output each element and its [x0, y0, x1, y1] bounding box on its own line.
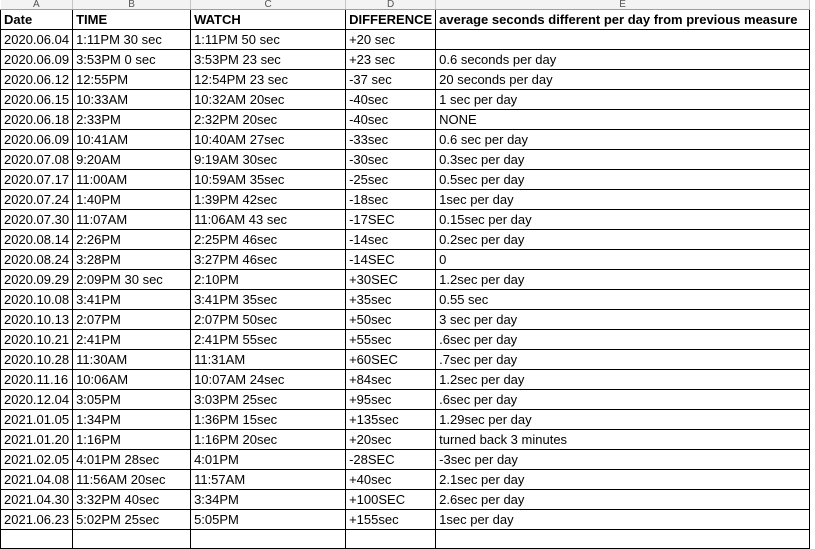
- time-cell[interactable]: 3:53PM 0 sec: [73, 50, 191, 70]
- time-cell[interactable]: 2:33PM: [73, 110, 191, 130]
- average-cell[interactable]: .6sec per day: [436, 330, 810, 350]
- average-cell[interactable]: 0: [436, 250, 810, 270]
- difference-cell[interactable]: +50sec: [346, 310, 436, 330]
- table-row: [1, 410, 810, 430]
- average-cell[interactable]: 1 sec per day: [436, 90, 810, 110]
- watch-cell[interactable]: 2:25PM 46sec: [191, 230, 346, 250]
- date-cell[interactable]: 2021.01.05: [1, 410, 73, 430]
- empty-cell[interactable]: [436, 530, 810, 549]
- table-row: [1, 510, 810, 530]
- watch-cell[interactable]: 4:01PM: [191, 450, 346, 470]
- time-cell[interactable]: 12:55PM: [73, 70, 191, 90]
- table-row: [1, 350, 810, 370]
- average-cell[interactable]: .7sec per day: [436, 350, 810, 370]
- time-cell[interactable]: 2:26PM: [73, 230, 191, 250]
- column-header-e[interactable]: E: [436, 0, 810, 10]
- difference-cell[interactable]: +20sec: [346, 430, 436, 450]
- difference-cell[interactable]: +55sec: [346, 330, 436, 350]
- date-cell[interactable]: 2020.11.16: [1, 370, 73, 390]
- table-row: [1, 110, 810, 130]
- average-cell[interactable]: -3sec per day: [436, 450, 810, 470]
- date-cell[interactable]: 2021.04.30: [1, 490, 73, 510]
- average-cell[interactable]: [436, 30, 810, 50]
- watch-cell[interactable]: 10:40AM 27sec: [191, 130, 346, 150]
- watch-cell[interactable]: 3:41PM 35sec: [191, 290, 346, 310]
- table-row: [1, 450, 810, 470]
- difference-cell[interactable]: -28SEC: [346, 450, 436, 470]
- time-cell[interactable]: 1:11PM 30 sec: [73, 30, 191, 50]
- average-cell[interactable]: 1sec per day: [436, 510, 810, 530]
- table-row: [1, 470, 810, 490]
- watch-cell[interactable]: 5:05PM: [191, 510, 346, 530]
- column-header-a[interactable]: A: [1, 0, 73, 10]
- date-cell[interactable]: 2020.10.13: [1, 310, 73, 330]
- date-cell[interactable]: 2020.09.29: [1, 270, 73, 290]
- table-row: [1, 490, 810, 510]
- difference-cell[interactable]: -33sec: [346, 130, 436, 150]
- empty-cell[interactable]: [73, 530, 191, 549]
- date-cell[interactable]: 2021.01.20: [1, 430, 73, 450]
- time-cell[interactable]: 3:05PM: [73, 390, 191, 410]
- date-cell[interactable]: 2020.10.21: [1, 330, 73, 350]
- average-cell[interactable]: 0.2sec per day: [436, 230, 810, 250]
- time-cell[interactable]: 10:06AM: [73, 370, 191, 390]
- date-cell[interactable]: 2020.06.12: [1, 70, 73, 90]
- header-cell-watch[interactable]: WATCH: [191, 10, 346, 30]
- time-cell[interactable]: 2:09PM 30 sec: [73, 270, 191, 290]
- table-header-row: [1, 10, 810, 30]
- watch-cell[interactable]: 11:31AM: [191, 350, 346, 370]
- table-row: [1, 330, 810, 350]
- table-row: [1, 390, 810, 410]
- difference-cell[interactable]: +84sec: [346, 370, 436, 390]
- watch-cell[interactable]: 1:36PM 15sec: [191, 410, 346, 430]
- difference-cell[interactable]: +135sec: [346, 410, 436, 430]
- average-cell[interactable]: 0.6 seconds per day: [436, 50, 810, 70]
- average-cell[interactable]: NONE: [436, 110, 810, 130]
- date-cell[interactable]: 2021.06.23: [1, 510, 73, 530]
- table-row: [1, 90, 810, 110]
- table-row: [1, 430, 810, 450]
- date-cell[interactable]: 2020.07.30: [1, 210, 73, 230]
- difference-cell[interactable]: +23 sec: [346, 50, 436, 70]
- table-row: [1, 290, 810, 310]
- header-cell-difference[interactable]: DIFFERENCE: [346, 10, 436, 30]
- date-cell[interactable]: 2020.12.04: [1, 390, 73, 410]
- watch-cell[interactable]: 2:32PM 20sec: [191, 110, 346, 130]
- average-cell[interactable]: 2.6sec per day: [436, 490, 810, 510]
- difference-cell[interactable]: -25sec: [346, 170, 436, 190]
- table-row: [1, 210, 810, 230]
- column-header-b[interactable]: B: [73, 0, 191, 10]
- watch-cell[interactable]: 1:16PM 20sec: [191, 430, 346, 450]
- date-cell[interactable]: 2020.07.17: [1, 170, 73, 190]
- column-header-row: [1, 0, 810, 10]
- watch-cell[interactable]: 3:03PM 25sec: [191, 390, 346, 410]
- table-row: [1, 310, 810, 330]
- difference-cell[interactable]: -30sec: [346, 150, 436, 170]
- time-cell[interactable]: 11:00AM: [73, 170, 191, 190]
- average-cell[interactable]: 1.2sec per day: [436, 270, 810, 290]
- header-cell-date[interactable]: Date: [1, 10, 73, 30]
- watch-cell[interactable]: 1:39PM 42sec: [191, 190, 346, 210]
- time-cell[interactable]: 10:33AM: [73, 90, 191, 110]
- table-row: [1, 170, 810, 190]
- column-header-d[interactable]: D: [346, 0, 436, 10]
- table-row: [1, 190, 810, 210]
- difference-cell[interactable]: +60SEC: [346, 350, 436, 370]
- difference-cell[interactable]: -14sec: [346, 230, 436, 250]
- watch-cell[interactable]: 10:07AM 24sec: [191, 370, 346, 390]
- watch-cell[interactable]: 12:54PM 23 sec: [191, 70, 346, 90]
- table-row: [1, 50, 810, 70]
- empty-cell[interactable]: [346, 530, 436, 549]
- date-cell[interactable]: 2020.10.08: [1, 290, 73, 310]
- watch-cell[interactable]: 10:32AM 20sec: [191, 90, 346, 110]
- average-cell[interactable]: 1.29sec per day: [436, 410, 810, 430]
- difference-cell[interactable]: -18sec: [346, 190, 436, 210]
- watch-cell[interactable]: 2:07PM 50sec: [191, 310, 346, 330]
- date-cell[interactable]: 2020.06.09: [1, 130, 73, 150]
- difference-cell[interactable]: -14SEC: [346, 250, 436, 270]
- empty-cell[interactable]: [191, 530, 346, 549]
- time-cell[interactable]: 5:02PM 25sec: [73, 510, 191, 530]
- time-cell[interactable]: 1:34PM: [73, 410, 191, 430]
- difference-cell[interactable]: -37 sec: [346, 70, 436, 90]
- watch-cell[interactable]: 3:34PM: [191, 490, 346, 510]
- average-cell[interactable]: 0.15sec per day: [436, 210, 810, 230]
- time-cell[interactable]: 9:20AM: [73, 150, 191, 170]
- watch-cell[interactable]: 1:11PM 50 sec: [191, 30, 346, 50]
- average-cell[interactable]: 2.1sec per day: [436, 470, 810, 490]
- watch-cell[interactable]: 9:19AM 30sec: [191, 150, 346, 170]
- date-cell[interactable]: 2020.07.24: [1, 190, 73, 210]
- table-row: [1, 250, 810, 270]
- average-cell[interactable]: 0.6 sec per day: [436, 130, 810, 150]
- difference-cell[interactable]: +40sec: [346, 470, 436, 490]
- average-cell[interactable]: 0.55 sec: [436, 290, 810, 310]
- table-row: [1, 130, 810, 150]
- watch-cell[interactable]: 2:41PM 55sec: [191, 330, 346, 350]
- date-cell[interactable]: 2020.10.28: [1, 350, 73, 370]
- time-cell[interactable]: 1:40PM: [73, 190, 191, 210]
- table-row: [1, 150, 810, 170]
- average-cell[interactable]: 0.3sec per day: [436, 150, 810, 170]
- empty-cell[interactable]: [1, 530, 73, 549]
- date-cell[interactable]: 2021.04.08: [1, 470, 73, 490]
- average-cell[interactable]: .6sec per day: [436, 390, 810, 410]
- date-cell[interactable]: 2020.08.14: [1, 230, 73, 250]
- watch-cell[interactable]: 3:27PM 46sec: [191, 250, 346, 270]
- table-row: [1, 70, 810, 90]
- empty-row: [1, 530, 810, 549]
- header-cell-time[interactable]: TIME: [73, 10, 191, 30]
- difference-cell[interactable]: +30SEC: [346, 270, 436, 290]
- time-cell[interactable]: 11:07AM: [73, 210, 191, 230]
- difference-cell[interactable]: +100SEC: [346, 490, 436, 510]
- time-cell[interactable]: 2:41PM: [73, 330, 191, 350]
- average-cell[interactable]: turned back 3 minutes: [436, 430, 810, 450]
- date-cell[interactable]: 2020.06.09: [1, 50, 73, 70]
- time-cell[interactable]: 3:32PM 40sec: [73, 490, 191, 510]
- time-cell[interactable]: 11:30AM: [73, 350, 191, 370]
- difference-cell[interactable]: +20 sec: [346, 30, 436, 50]
- difference-cell[interactable]: -40sec: [346, 110, 436, 130]
- difference-cell[interactable]: +95sec: [346, 390, 436, 410]
- date-cell[interactable]: 2020.06.18: [1, 110, 73, 130]
- time-cell[interactable]: 3:41PM: [73, 290, 191, 310]
- average-cell[interactable]: 1sec per day: [436, 190, 810, 210]
- difference-cell[interactable]: -17SEC: [346, 210, 436, 230]
- table-row: [1, 270, 810, 290]
- header-cell-average[interactable]: average seconds different per day from previous measure: [436, 10, 810, 30]
- watch-cell[interactable]: 10:59AM 35sec: [191, 170, 346, 190]
- date-cell[interactable]: 2020.06.15: [1, 90, 73, 110]
- date-cell[interactable]: 2020.08.24: [1, 250, 73, 270]
- time-cell[interactable]: 3:28PM: [73, 250, 191, 270]
- difference-cell[interactable]: -40sec: [346, 90, 436, 110]
- average-cell[interactable]: 20 seconds per day: [436, 70, 810, 90]
- column-header-c[interactable]: C: [191, 0, 346, 10]
- table-row: [1, 230, 810, 250]
- watch-cell[interactable]: 11:06AM 43 sec: [191, 210, 346, 230]
- time-cell[interactable]: 1:16PM: [73, 430, 191, 450]
- table-row: [1, 370, 810, 390]
- date-cell[interactable]: 2020.06.04: [1, 30, 73, 50]
- average-cell[interactable]: 1.2sec per day: [436, 370, 810, 390]
- table-row: [1, 30, 810, 50]
- time-cell[interactable]: 2:07PM: [73, 310, 191, 330]
- average-cell[interactable]: 0.5sec per day: [436, 170, 810, 190]
- time-cell[interactable]: 4:01PM 28sec: [73, 450, 191, 470]
- time-cell[interactable]: 11:56AM 20sec: [73, 470, 191, 490]
- difference-cell[interactable]: +155sec: [346, 510, 436, 530]
- average-cell[interactable]: 3 sec per day: [436, 310, 810, 330]
- watch-cell[interactable]: 3:53PM 23 sec: [191, 50, 346, 70]
- watch-cell[interactable]: 2:10PM: [191, 270, 346, 290]
- date-cell[interactable]: 2020.07.08: [1, 150, 73, 170]
- difference-cell[interactable]: +35sec: [346, 290, 436, 310]
- date-cell[interactable]: 2021.02.05: [1, 450, 73, 470]
- watch-cell[interactable]: 11:57AM: [191, 470, 346, 490]
- time-cell[interactable]: 10:41AM: [73, 130, 191, 150]
